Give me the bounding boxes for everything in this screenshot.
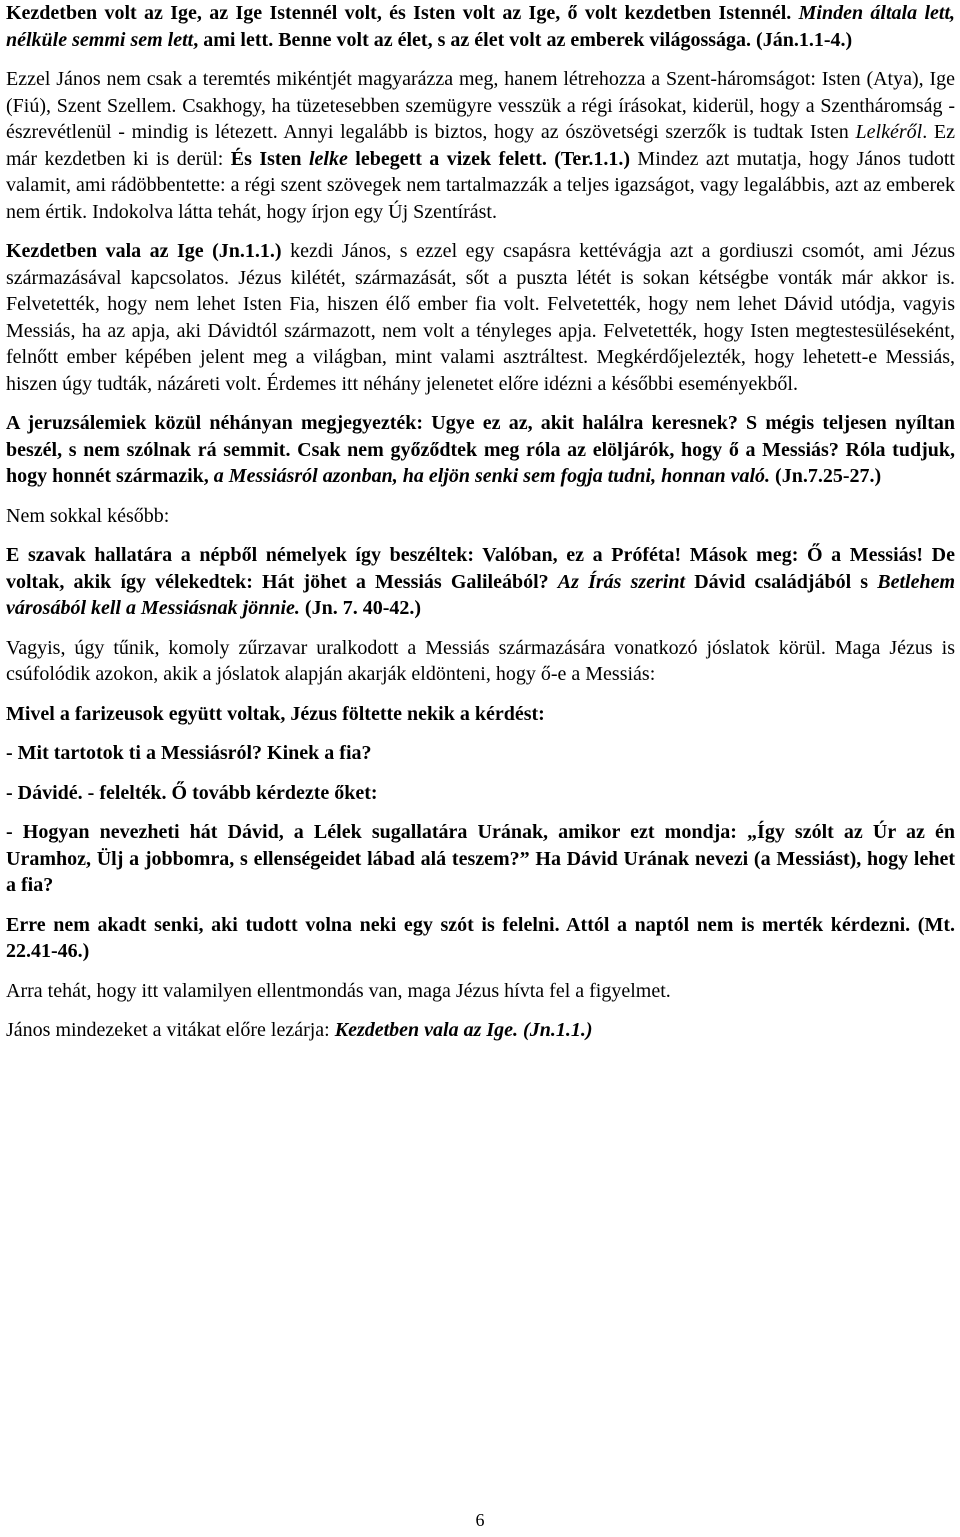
text-run: (Jn. 7. 40-42.): [299, 597, 422, 619]
document-body: [6, 0, 955, 1057]
text-run: Kezdetben vala az Ige. (Jn.1.1.): [334, 1019, 593, 1041]
text-run: Arra tehát, hogy itt valamilyen ellentmondás van, maga Jézus hívta fel a figyelmet.: [6, 979, 671, 1002]
paragraph: [6, 542, 955, 622]
paragraph: [6, 635, 955, 688]
text-run: Kezdetben volt az Ige, az Ige Istennél volt, és Isten volt az Ige, ő volt kezdetben Istennél.: [6, 2, 799, 24]
text-run: Kezdetben vala az Ige (Jn.1.1.): [6, 240, 282, 262]
paragraph: [6, 503, 955, 530]
text-run: A jeruzsálemiek közül néhányan megjegyezték: Ugye ez az, akit halálra keresnek? S mégis teljesen nyíltan beszél, s nem szólnak rá semmit. Csak nem győződtek meg róla az elöljárók, hogy ő a Messiás? Róla tudjuk, hogy honnét származik,: [6, 412, 955, 487]
text-run: E szavak hallatára a népből némelyek így beszéltek: Valóban, ez a Próféta! Mások meg: Ő a Messiás! De voltak, akik így vélekedtek: Hát jöhet a Messiás Galileából?: [6, 544, 955, 593]
text-run: (Jn.7.25-27.): [770, 465, 882, 487]
paragraph: [6, 912, 955, 965]
text-run: lelke: [308, 147, 348, 170]
paragraph: [6, 66, 955, 225]
text-run: . Ez már kezdetben ki is derül:: [6, 121, 956, 170]
text-run: , ami lett. Benne volt az élet, s az élet volt az emberek világossága. (Ján.1.1-4.): [193, 28, 853, 51]
text-run: János mindezeket a vitákat előre lezárja:: [6, 1019, 335, 1041]
paragraph: [6, 819, 955, 899]
text-run: [335, 1019, 593, 1041]
text-run: - Hogyan nevezheti hát Dávid, a Lélek sugallatára Urának, amikor ezt mondja: „Így szólt az Úr az én Uramhoz, Ülj a jobbomra, s ellenségeidet lábad alá teszem?” Ha Dávid Urának nevezi (a Messiást), hogy lehet a fia?: [6, 821, 955, 896]
text-run: És Isten: [230, 147, 309, 170]
text-run: Dávid családjából s: [685, 570, 878, 593]
paragraph: [6, 0, 955, 53]
text-run: Betlehem városából kell a Messiásnak jönnie.: [6, 570, 956, 619]
paragraph: [6, 1017, 955, 1044]
paragraph: [6, 701, 955, 728]
paragraph: [6, 978, 955, 1005]
text-run: [309, 148, 348, 170]
text-run: lebegett a vizek felett. (Ter.1.1.): [347, 147, 631, 170]
text-run: Minden általa lett, nélküle semmi sem lett: [6, 2, 956, 51]
text-run: a Messiásról azonban, ha eljön senki sem fogja tudni, honnan való.: [213, 465, 771, 487]
text-run: Erre nem akadt senki, aki tudott volna neki egy szót is felelni. Attól a naptól nem is merték kérdezni. (Mt. 22.41-46.): [6, 913, 955, 962]
text-run: [214, 465, 770, 487]
text-run: Lelkéről: [855, 121, 923, 143]
paragraph: [6, 410, 955, 490]
text-run: - Dávidé. - felelték. Ő tovább kérdezte őket:: [6, 781, 378, 804]
text-run: Vagyis, úgy tűnik, komoly zűrzavar uralkodott a Messiás származására vonatkozó jóslatok körül. Maga Jézus is csúfolódik azokon, akik a jóslatok alapján akarják eldönteni, hogy ő-e a Messiás:: [6, 636, 955, 685]
text-run: - Mit tartotok ti a Messiásról? Kinek a fia?: [6, 742, 372, 764]
text-run: Az Írás szerint: [557, 570, 686, 593]
page-number: 6: [475, 1510, 485, 1530]
paragraph: [6, 780, 955, 807]
text-run: [558, 571, 685, 593]
text-run: Mindez azt mutatja, hogy János tudott valamit, ami rádöbbentette: a régi szent szövegek nem tartalmazzák a teljes igazságot, vagy legalábbis, azt az emberek nem értik. Indokolva látta tehát, hogy írjon egy Új Szentírást.: [6, 147, 955, 223]
text-run: Ezzel János nem csak a teremtés mikéntjét magyarázza meg, hanem létrehozza a Szent-háromságot: Isten (Atya), Ige (Fiú), Szent Szellem. Csakhogy, ha tüzetesebben szemügyre vesszük a régi írásokat, kiderül, hogy a Szentháromság - észrevétlenül - mindig is létezett. Annyi legalább is biztos, hogy az ószövetségi szerzők is tudtak Isten: [6, 68, 955, 143]
text-run: Nem sokkal később:: [6, 504, 170, 527]
paragraph: [6, 740, 955, 767]
paragraph: [6, 238, 955, 397]
text-run: Mivel a farizeusok együtt voltak, Jézus föltette nekik a kérdést:: [6, 702, 545, 725]
text-run: kezdi János, s ezzel egy csapásra kettévágja azt a gordiuszi csomót, ami Jézus származásával kapcsolatos. Jézus kilétét, származását, sőt a puszta létét is sokan kétségbe vonták már akkor is. Felvetették, hogy nem lehet Isten Fia, hiszen élő ember fia volt. Felvetették, hogy nem lehet Dávid utódja, vagyis Messiás, ha az apja, aki Dávidtól származott, nem volt a tényleges apja. Felvetették, hogy Isten megtestesüléseként, felnőtt ember képében jelent meg a világban, mint valami asztráltest. Megkérdőjelezték, hogy lehetett-e Messiás, hiszen úgy tudták, názáreti volt. Érdemes itt néhány jelenetet előre idézni a későbbi eseményekből.: [6, 240, 955, 395]
